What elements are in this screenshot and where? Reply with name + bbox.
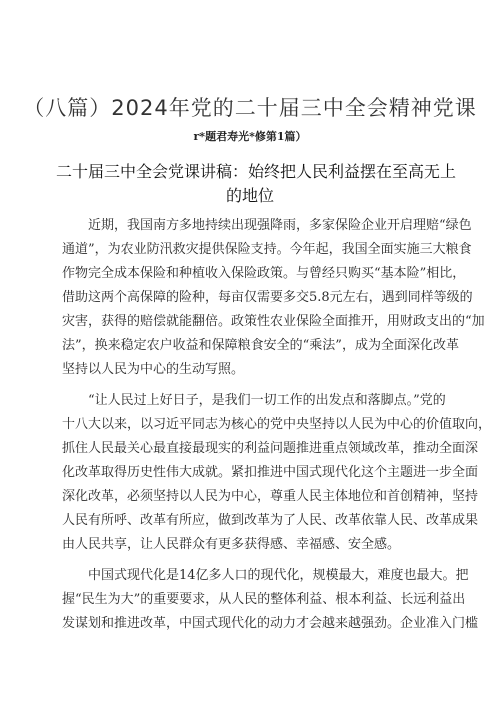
paragraph bbox=[62, 214, 485, 382]
text-line: 法”，换来稳定农户收益和保障粮食安全的“乘法”，成为全面深化改革 bbox=[62, 338, 459, 353]
text-line: 发谋划和推进改革，中国式现代化的动力才会越来越强劲。企业准入门槛 bbox=[62, 616, 479, 631]
text-line: 作物完全成本保险和种植收入保险政策。与曾经只购买“基本险”相比， bbox=[62, 266, 466, 281]
text-line: 深化改革，必须坚持以人民为中心，尊重人民主体地位和首创精神，坚持 bbox=[62, 489, 479, 504]
headline-line-2: 的地位 bbox=[225, 186, 274, 205]
headline-line-1: 二十届三中全会党课讲稿：始终把人民利益摆在至高无上 bbox=[56, 162, 457, 181]
text-line: 借助这两个高保障的险种，每亩仅需要多交5.8元左右，遇到同样等级的 bbox=[62, 290, 473, 305]
text-line: 化改革取得历史性伟大成就。紧扣推进中国式现代化这个主题进一步全面 bbox=[62, 465, 479, 480]
text-line: 十八大以来，以习近平同志为核心的党中央坚持以人民为中心的价值取向， bbox=[62, 417, 492, 432]
text-line: 人民有所呼、改革有所应，做到改革为了人民、改革依靠人民、改革成果 bbox=[62, 513, 479, 528]
text-line: 中国式现代化是14亿多人口的现代化，规模最大，难度也最大。把 bbox=[88, 568, 469, 583]
paragraph bbox=[62, 389, 492, 557]
paragraph bbox=[62, 564, 479, 636]
text-line: 由人民共享，让人民群众有更多获得感、幸福感、安全感。 bbox=[62, 537, 401, 552]
document-title: （八篇）2024年党的二十届三中全会精神党课 bbox=[23, 96, 477, 120]
document-body bbox=[62, 214, 492, 643]
text-line: 抓住人民最关心最直接最现实的利益问题推进重点领域改革，推动全面深 bbox=[62, 441, 479, 456]
text-line: 通道”，为农业防汛救灾提供保险支持。今年起，我国全面实施三大粮食 bbox=[62, 242, 472, 257]
text-line: “让人民过上好日子，是我们一切工作的出发点和落脚点。”党的 bbox=[88, 393, 446, 408]
text-line: 握“民生为大”的重要要求，从人民的整体利益、根本利益、长远利益出 bbox=[62, 592, 466, 607]
text-line: 坚持以人民为中心的生动写照。 bbox=[62, 362, 245, 377]
document-subtitle: r*题君寿光*修第1篇） bbox=[193, 130, 307, 143]
text-line: 灾害，获得的赔偿就能翻倍。政策性农业保险全面推开，用财政支出的“加 bbox=[62, 314, 485, 329]
text-line: 近期，我国南方多地持续出现强降雨，多家保险企业开启理赔“绿色 bbox=[88, 218, 472, 233]
